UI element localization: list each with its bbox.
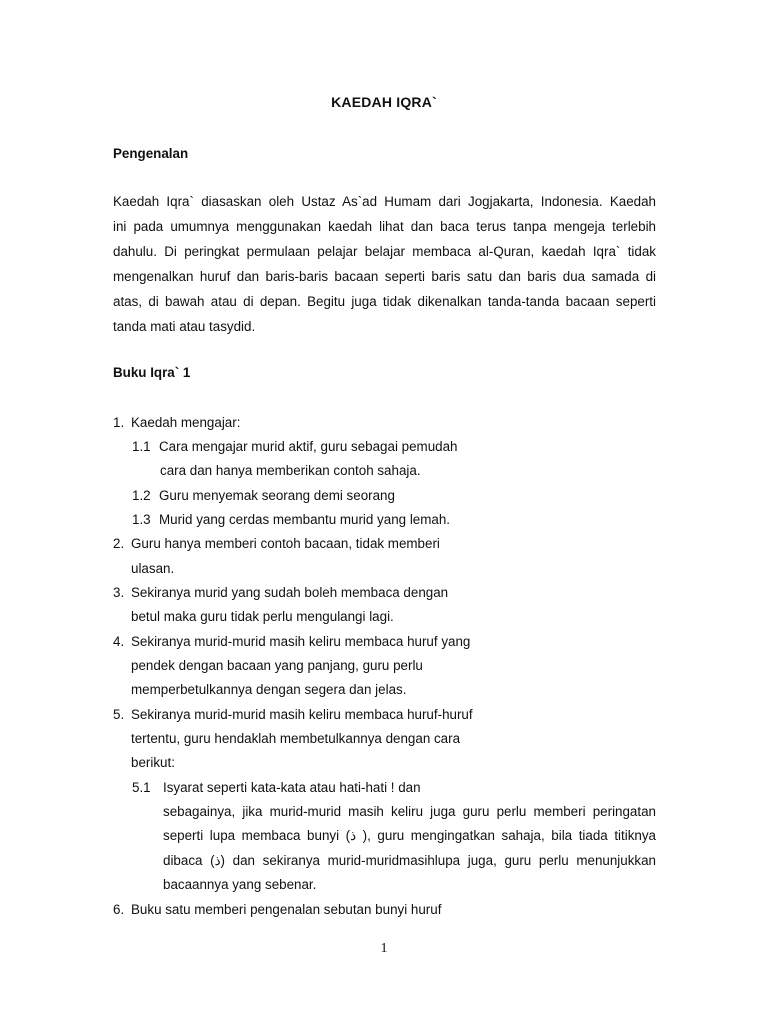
list-number: 1.3 <box>132 512 151 527</box>
paragraph-line: Kaedah Iqra` diasaskan oleh Ustaz As`ad Humam dari Jogjakarta, Indonesia. Kaedah <box>113 194 656 209</box>
paragraph-line: ini pada umumnya menggunakan kaedah lihat dan baca terus tanpa mengeja terlebih <box>113 219 656 234</box>
intro-paragraph <box>113 189 656 339</box>
list-continuation: ulasan. <box>131 561 175 576</box>
list-continuation: cara dan hanya memberikan contoh sahaja. <box>160 463 421 478</box>
list-text: Murid yang cerdas membantu murid yang lemah. <box>159 512 451 527</box>
section-heading-buku-iqra-1: Buku Iqra` 1 <box>113 365 191 380</box>
list-continuation: betul maka guru tidak perlu mengulangi lagi. <box>131 609 394 624</box>
list-continuation: dibaca (ذ) dan sekiranya murid-muridmasihlupa juga, guru perlu menunjukkan <box>163 853 656 868</box>
list-text: Buku satu memberi pengenalan sebutan bunyi huruf <box>131 902 442 917</box>
list-number: 3. <box>113 585 125 600</box>
section-heading-pengenalan: Pengenalan <box>113 146 189 161</box>
list-text: Sekiranya murid-murid masih keliru membaca huruf-huruf <box>131 707 473 722</box>
paragraph-line: dahulu. Di peringkat permulaan pelajar belajar membaca al-Quran, kaedah Iqra` tidak <box>113 244 656 259</box>
list-text: Kaedah mengajar: <box>131 415 241 430</box>
list-continuation: tertentu, guru hendaklah membetulkannya dengan cara <box>131 731 461 746</box>
list-number: 2. <box>113 536 125 551</box>
list-number: 1.2 <box>132 488 151 503</box>
list-continuation: sebagainya, jika murid-murid masih keliru juga guru perlu memberi peringatan <box>163 804 656 819</box>
list-continuation: berikut: <box>131 755 175 770</box>
paragraph-line: tanda mati atau tasydid. <box>113 319 256 334</box>
list-number: 4. <box>113 634 125 649</box>
document-title: KAEDAH IQRA` <box>331 94 437 110</box>
list-continuation: seperti lupa membaca bunyi (ذ ), guru mengingatkan sahaja, bila tiada titiknya <box>163 828 656 843</box>
list-number: 6. <box>113 902 125 917</box>
paragraph-line: mengenalkan huruf dan baris-baris bacaan seperti baris satu dan baris dua samada di <box>113 269 656 284</box>
list-continuation: bacaannya yang sebenar. <box>163 877 317 892</box>
list-continuation: memperbetulkannya dengan segera dan jelas. <box>131 682 407 697</box>
list-number: 5. <box>113 707 125 722</box>
list-text: Guru hanya memberi contoh bacaan, tidak memberi <box>131 536 440 551</box>
list-continuation: pendek dengan bacaan yang panjang, guru perlu <box>131 658 423 673</box>
list-text: Guru menyemak seorang demi seorang <box>159 488 395 503</box>
list-number: 1. <box>113 415 125 430</box>
list-number: 1.1 <box>132 439 151 454</box>
list-text: Cara mengajar murid aktif, guru sebagai pemudah <box>159 439 458 454</box>
list-text: Sekiranya murid-murid masih keliru membaca huruf yang <box>131 634 471 649</box>
page-number: 1 <box>380 941 388 956</box>
list-text: Sekiranya murid yang sudah boleh membaca dengan <box>131 585 449 600</box>
list-text: Isyarat seperti kata-kata atau hati-hati ! dan <box>163 780 421 795</box>
list-number: 5.1 <box>132 780 151 795</box>
paragraph-line: atas, di bawah atau di depan. Begitu juga tidak dikenalkan tanda-tanda bacaan seperti <box>113 294 656 309</box>
